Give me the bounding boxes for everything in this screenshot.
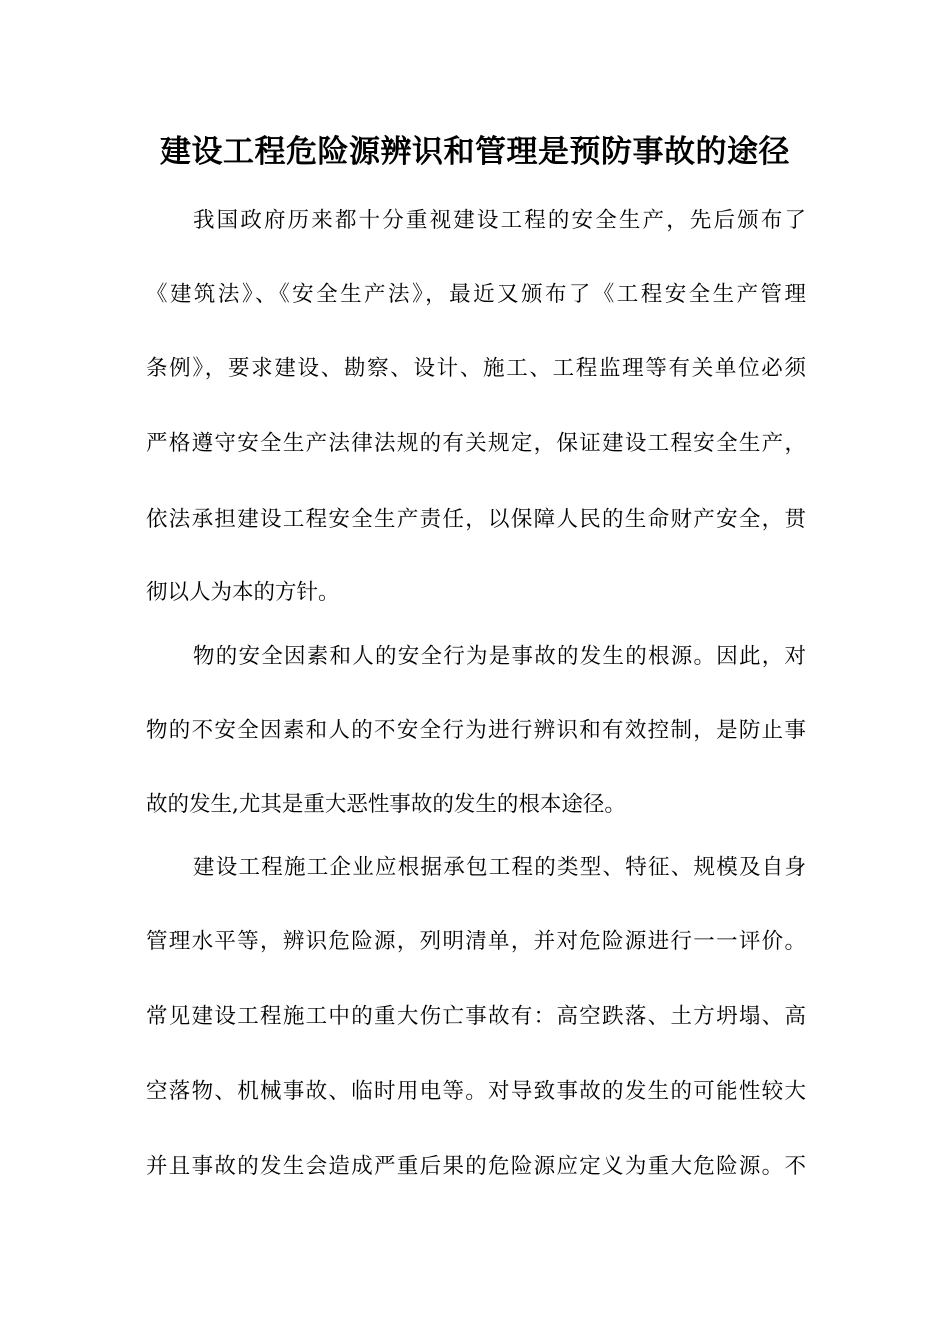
paragraph-2-line-2: 物的不安全因素和人的不安全行为进行辨识和有效控制，是防止事 bbox=[146, 718, 806, 743]
paragraph-1-line-6: 彻以人为本的方针。 bbox=[146, 580, 340, 605]
paragraph-1-line-1: 我国政府历来都十分重视建设工程的安全生产，先后颁布了 bbox=[193, 208, 806, 233]
paragraph-1-line-4: 严格遵守安全生产法律法规的有关规定，保证建设工程安全生产， bbox=[146, 431, 806, 456]
paragraph-2-line-3: 故的发生,尤其是重大恶性事故的发生的根本途径。 bbox=[146, 792, 626, 817]
paragraph-1-line-3: 条例》，要求建设、勘察、设计、施工、工程监理等有关单位必须 bbox=[146, 356, 806, 381]
paragraph-3-line-2: 管理水平等，辨识危险源，列明清单，并对危险源进行一一评价。 bbox=[146, 929, 806, 954]
document-title: 建设工程危险源辨识和管理是预防事故的途径 bbox=[160, 134, 790, 170]
paragraph-3-line-3: 常见建设工程施工中的重大伤亡事故有：高空跌落、土方坍塌、高 bbox=[146, 1004, 806, 1029]
paragraph-3-line-5: 并且事故的发生会造成严重后果的危险源应定义为重大危险源。不 bbox=[146, 1154, 806, 1179]
paragraph-1-line-2: 《建筑法》、《安全生产法》，最近又颁布了《工程安全生产管理 bbox=[146, 282, 806, 307]
paragraph-1-line-5: 依法承担建设工程安全生产责任，以保障人民的生命财产安全，贯 bbox=[146, 507, 806, 532]
paragraph-3-line-1: 建设工程施工企业应根据承包工程的类型、特征、规模及自身 bbox=[193, 855, 806, 880]
paragraph-2-line-1: 物的安全因素和人的安全行为是事故的发生的根源。因此，对 bbox=[193, 644, 806, 669]
paragraph-3-line-4: 空落物、机械事故、临时用电等。对导致事故的发生的可能性较大 bbox=[146, 1079, 806, 1104]
